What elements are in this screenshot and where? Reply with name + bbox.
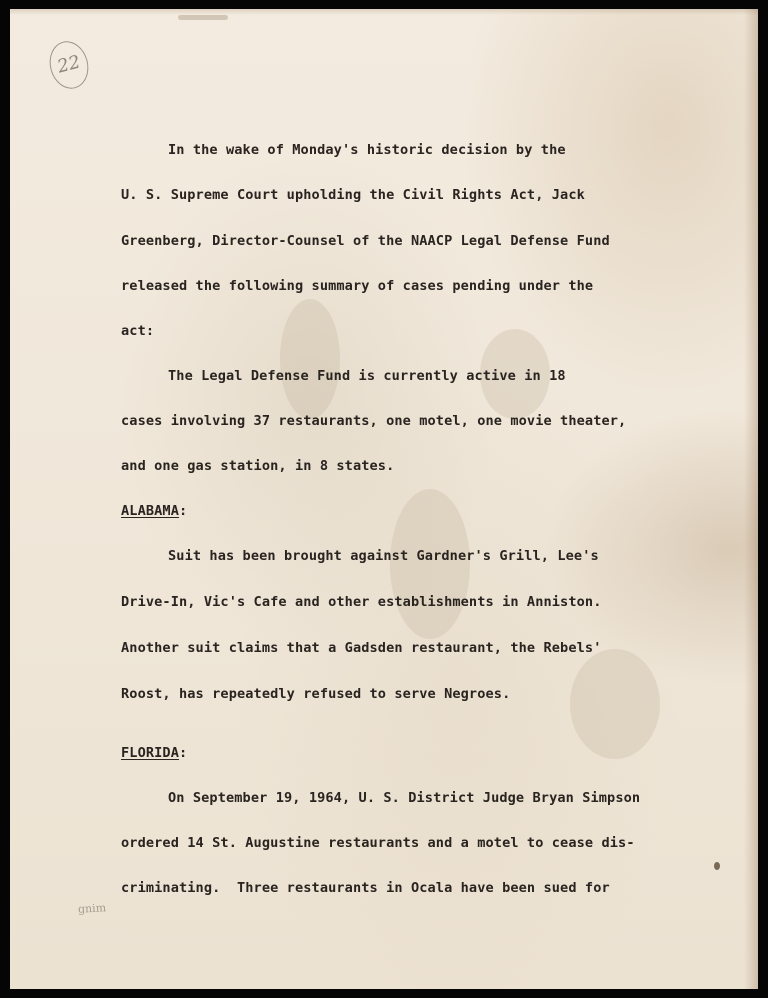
text-line: Greenberg, Director-Counsel of the NAACP Legal Defense Fund xyxy=(121,233,610,249)
section-heading-label: ALABAMA xyxy=(121,503,179,519)
paper-top-edge-shadow xyxy=(10,9,758,15)
paper-right-edge-shadow xyxy=(744,9,758,989)
section-heading-alabama xyxy=(121,503,187,519)
text-line: Drive-In, Vic's Cafe and other establishments in Anniston. xyxy=(121,594,602,610)
faint-bottom-mark: gnim xyxy=(77,901,107,916)
text-line: Suit has been brought against Gardner's Grill, Lee's xyxy=(168,548,599,564)
top-smudge xyxy=(178,15,228,20)
text-line: Roost, has repeatedly refused to serve Negroes. xyxy=(121,686,511,702)
water-stain xyxy=(390,489,470,639)
section-heading-label: FLORIDA xyxy=(121,745,179,761)
text-line: cases involving 37 restaurants, one motel, one movie theater, xyxy=(121,413,627,429)
text-line: and one gas station, in 8 states. xyxy=(121,458,395,474)
water-stain xyxy=(570,649,660,759)
water-stain xyxy=(280,299,340,419)
text-line: In the wake of Monday's historic decision by the xyxy=(168,142,566,158)
section-heading-colon: : xyxy=(179,503,188,519)
section-heading-colon: : xyxy=(179,745,188,761)
text-line: The Legal Defense Fund is currently active in 18 xyxy=(168,368,566,384)
text-line: ordered 14 St. Augustine restaurants and a motel to cease dis- xyxy=(121,835,635,851)
handwritten-page-number: 22 xyxy=(44,37,93,93)
ink-dot xyxy=(714,862,720,870)
text-line: Another suit claims that a Gadsden restaurant, the Rebels' xyxy=(121,640,602,656)
text-line: act: xyxy=(121,323,155,339)
text-line: released the following summary of cases pending under the xyxy=(121,278,594,294)
section-heading-florida xyxy=(121,745,187,761)
text-line: On September 19, 1964, U. S. District Judge Bryan Simpson xyxy=(168,790,641,806)
text-line: criminating. Three restaurants in Ocala have been sued for xyxy=(121,880,610,896)
text-line: U. S. Supreme Court upholding the Civil Rights Act, Jack xyxy=(121,187,585,203)
